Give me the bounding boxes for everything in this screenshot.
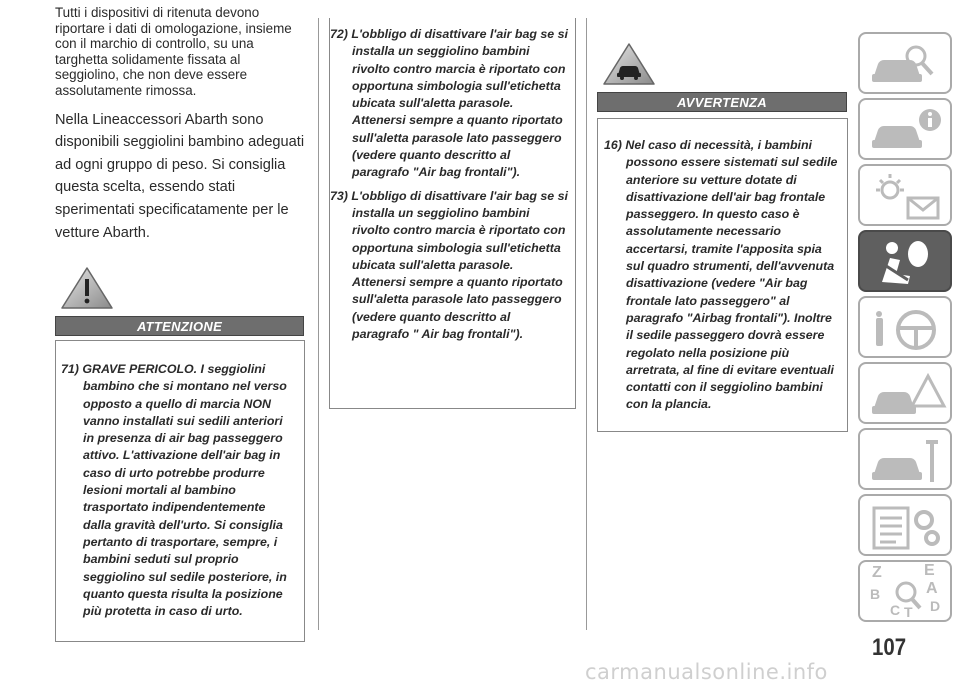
- note-16-text: Nel caso di necessità, i bambini possono essere sistemati sul sedile anteriore su vetture dotate di disattivazione dell'air bag frontale passeggero. In questo caso è assolutamente necessario accertarsi, tramite l'apposita spia sul quadro strumenti, dell'avvenuta disattivazione (vedere "Air bag frontale lato passeggero" al paragrafo "Airbag frontali"). Inoltre il sedile passeggero dovrà essere regolato nella posizione più arretrata, al fine di evitare eventuali contatti con il seggiolino bambini con la plancia.: [625, 138, 838, 412]
- note-73-text: L'obbligo di disattivare l'air bag se si installa un seggiolino bambini rivolto contro marcia è riportato con opportuna simbologia sull'etichetta ubicata sull'aletta parasole. Attenersi sempre a quanto riportato sull'aletta parasole lato passeggero (vedere quanto descritto al paragrafo " Air bag frontali").: [351, 188, 568, 342]
- index-letter-c: C: [890, 602, 901, 618]
- avvertenza-bar: [597, 92, 847, 112]
- tab-airbag-seat[interactable]: [858, 230, 952, 292]
- car-service-icon: [860, 430, 954, 492]
- tab-warning-lights[interactable]: [858, 164, 952, 226]
- note-71: [61, 361, 296, 620]
- note-72: [330, 26, 569, 182]
- page-number: 107: [872, 634, 907, 661]
- car-search-icon: [860, 34, 954, 96]
- divider-line-1: [318, 18, 319, 630]
- tab-steering-wheel[interactable]: [858, 296, 952, 358]
- tab-index[interactable]: [858, 560, 952, 622]
- column-1: [55, 5, 305, 244]
- index-letter-b: B: [870, 586, 881, 602]
- index-letter-t: T: [904, 604, 913, 620]
- tab-car-breakdown[interactable]: [858, 362, 952, 424]
- paragraph-approval: Tutti i dispositivi di ritenuta devono riportare i dati di omologazione, insieme con il marchio di controllo, su una targhetta solidamente fissata al seggiolino, che non deve essere assolutamente rimossa.: [55, 5, 292, 98]
- car-breakdown-icon: [860, 364, 954, 426]
- note-16-number: 16): [604, 138, 622, 152]
- tab-specs[interactable]: [858, 494, 952, 556]
- tab-car-search[interactable]: [858, 32, 952, 94]
- note-71-text: GRAVE PERICOLO. I seggiolini bambino che si montano nel verso opposto a quello di marcia NON vanno installati sui sedili anteriori in presenza di air bag passeggero attivo. L'attivazione dell'air bag in caso di urto potrebbe produrre lesioni mortali al bambino trasportato indipendentemente dalla gravità dell'urto. Si consiglia pertanto di trasportare, sempre, i bambini seduti sul proprio seggiolino sul sedile posteriore, in quanto questa risulta la posizione più protetta in caso di urto.: [82, 362, 287, 619]
- steering-wheel-icon: [860, 298, 954, 360]
- attenzione-bar: [55, 316, 304, 336]
- index-letter-d: D: [930, 598, 941, 614]
- divider-line-2: [586, 18, 587, 630]
- tab-car-service[interactable]: [858, 428, 952, 490]
- note-73: [330, 188, 569, 344]
- notes-box-72-73: [329, 18, 576, 409]
- warning-lights-icon: [860, 166, 954, 228]
- paragraph-lineaccessori: Nella Lineaccessori Abarth sono disponibili seggiolini bambino adeguati ad ogni gruppo di peso. Si consiglia questa scelta, essendo stati sperimentati specificatamente per le vetture Abarth.: [55, 111, 305, 241]
- note-73-number: 73): [330, 188, 348, 203]
- car-warning-triangle-icon: [602, 42, 656, 86]
- note-71-number: 71): [61, 362, 79, 376]
- car-info-icon: [860, 100, 954, 162]
- specs-gear-icon: [860, 496, 954, 558]
- attenzione-label: ATTENZIONE: [136, 319, 223, 334]
- tab-car-info[interactable]: [858, 98, 952, 160]
- avvertenza-box: [597, 118, 848, 432]
- index-letter-e: E: [924, 562, 935, 579]
- attenzione-box: [55, 340, 305, 642]
- index-letter-z: Z: [872, 564, 882, 581]
- note-72-text: L'obbligo di disattivare l'air bag se si installa un seggiolino bambini rivolto contro marcia è riportato con opportuna simbologia sull'etichetta ubicata sull'aletta parasole. Attenersi sempre a quanto riportato sull'aletta parasole lato passeggero (vedere quanto descritto al paragrafo "Air bag frontali").: [351, 27, 568, 180]
- index-letter-a: A: [926, 580, 938, 597]
- note-72-number: 72): [330, 27, 348, 41]
- warning-triangle-icon: [60, 266, 114, 310]
- watermark[interactable]: carmanualsonline.info: [585, 660, 828, 684]
- note-16: [604, 137, 841, 414]
- airbag-seat-icon: [860, 232, 954, 294]
- avvertenza-label: AVVERTENZA: [677, 95, 767, 110]
